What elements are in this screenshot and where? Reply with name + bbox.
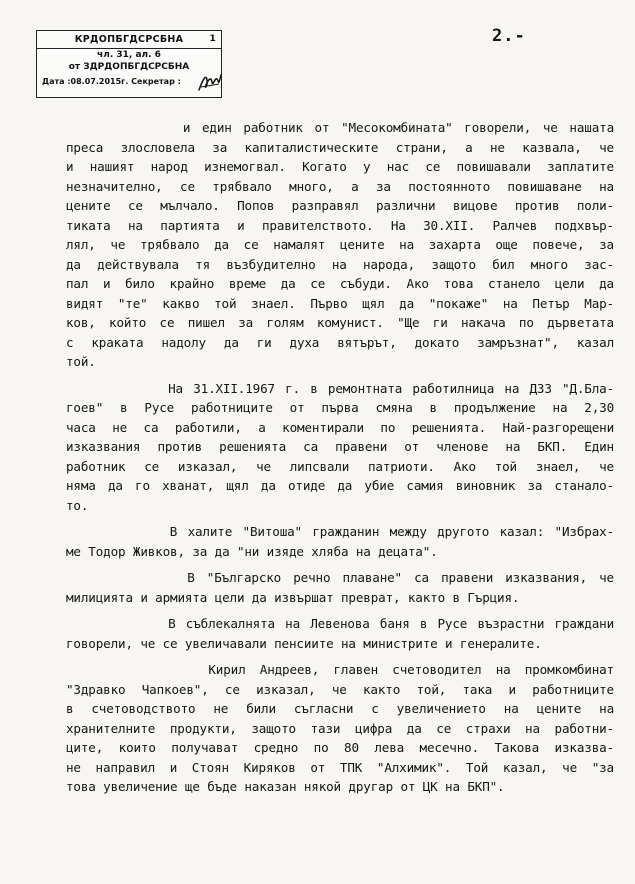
stamp-line-law: от ЗДРДОПБГДСРСБНА	[68, 62, 190, 72]
text-line: преса злословела за капиталистическите страни, а не казвала, че	[66, 139, 614, 155]
signature-icon	[197, 71, 223, 93]
text-line: часа не са работили, а коментирали по решенията. Най-разгорещени	[66, 419, 614, 435]
paragraph	[66, 614, 614, 653]
text-line: На 31.XII.1967 г. в ремонтната работилница на ДЗЗ "Д.Бла-	[66, 380, 614, 396]
archive-stamp	[36, 30, 222, 98]
text-line: да действувала тя възбудително на народа, защото бил много зас-	[66, 256, 614, 272]
text-line: хранителните продукти, защото тази цифра да се страхи на работни-	[66, 720, 614, 736]
text-line: лял, че трябвало да се намалят цените на захарта още повече, за	[66, 237, 614, 252]
text-line: цените се мълчало. Попов разправял различни вицове против поли-	[66, 198, 614, 213]
stamp-line-article: чл. 31, ал. 6	[97, 50, 161, 60]
document-body	[66, 118, 614, 804]
text-line: той.	[66, 354, 96, 369]
page-number: 2.-	[492, 26, 526, 46]
paragraph	[66, 379, 614, 516]
text-line: гоев" в Русе работниците от първа смяна в продължение на 2,30	[66, 400, 614, 415]
paragraph	[66, 522, 614, 561]
text-line: работник се изказал, че липсвали патриоти. Ако той знаел, че	[66, 458, 614, 474]
text-line: ме Тодор Живков, за да "ни изяде хляба на децата".	[66, 543, 438, 559]
text-line: няма да го хванат, щял да отиде да убие самия виновник за станало-	[66, 478, 614, 493]
text-line: Кирил Андреев, главен счетоводител на промкомбинат	[66, 662, 614, 677]
text-line: не направил и Стоян Киряков от ТПК "Алхимик". Той казал, че "за	[66, 759, 614, 775]
text-line: ков, който се пишел за голям комунист. "Ще ги накача по дърветата	[66, 315, 614, 330]
text-line: в счетоводството не били съгласни с увеличението на цените на	[66, 701, 614, 716]
text-line: това увеличение ще бъде наказан някой другар от ЦК на БКП".	[66, 779, 505, 794]
paragraph	[66, 568, 614, 607]
paragraph	[66, 660, 614, 797]
stamp-header	[37, 31, 221, 49]
text-line: В "Българско речно плаване" са правени изказвания, че	[66, 570, 614, 585]
text-line: пал и било крайно време да се събуди. Ако това станело цели да	[66, 276, 614, 291]
stamp-header-text: КРДОПБГДСРСБНА	[74, 34, 184, 45]
text-line: В съблекалнята на Левенова баня в Русе възрастни граждани	[66, 616, 614, 631]
text-line: изказвания против решенията са правени от членове на БКП. Един	[66, 439, 614, 454]
text-line: то.	[66, 497, 89, 513]
text-line: ците, които получават средно по 80 лева месечно. Такова изказва-	[66, 740, 614, 755]
text-line: В халите "Витоша" гражданин между другото казал: "Избрах-	[66, 524, 614, 539]
text-line: и нашият народ изнемогвал. Когато у нас се повишавали заплатите	[66, 159, 614, 174]
paragraph	[66, 118, 614, 372]
text-line: и един работник от "Месокомбината" говорели, че нашата	[66, 120, 614, 135]
text-line: тиката на партията и правителството. На 30.XII. Ралчев подхвър-	[66, 217, 614, 233]
text-line: видят "те" какво той знаел. Първо щял да "покаже" на Петър Мар-	[66, 295, 614, 311]
text-line: незначително, се трябвало много, а за постоянното повишаване на	[66, 178, 614, 194]
stamp-line-date: Дата :08.07.2015г. Секретар :	[42, 77, 181, 86]
text-line: говорели, че се увеличавали пенсиите на министрите и генералите.	[66, 635, 542, 651]
text-line: с краката надолу да ги духа вятърът, докато замръзнат", казал	[66, 334, 614, 350]
text-line: милицията и армията цели да извършат преврат, както в Гърция.	[66, 589, 520, 605]
text-line: "Здравко Чапкоев", се изказал, че както той, така и работниците	[66, 681, 614, 697]
stamp-header-number: 1	[209, 34, 216, 44]
